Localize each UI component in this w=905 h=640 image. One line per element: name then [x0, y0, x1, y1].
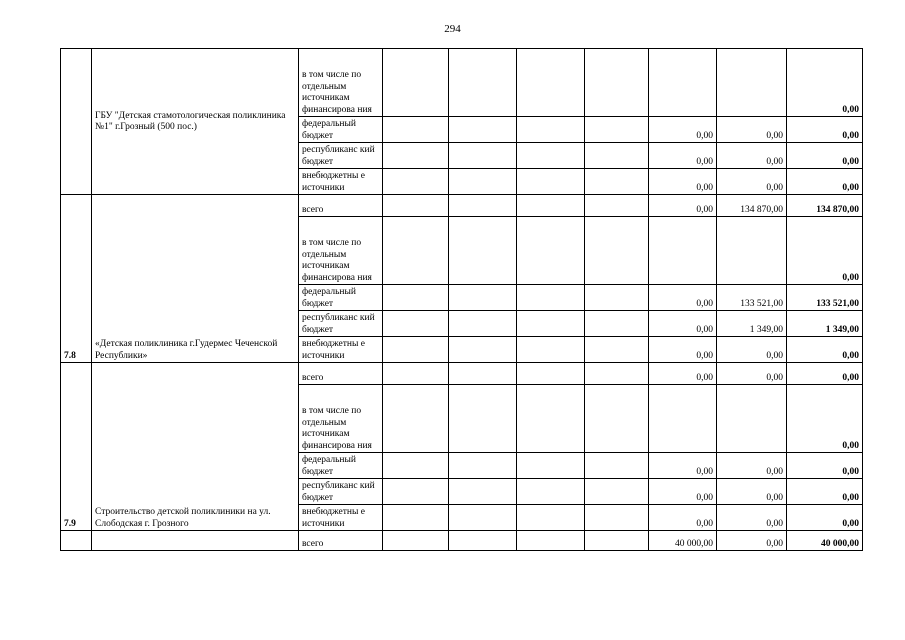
table-row [61, 49, 863, 117]
amount-cell: 0,00 [717, 143, 787, 169]
table-row [61, 363, 863, 385]
amount-cell: 0,00 [649, 363, 717, 385]
amount-cell: 0,00 [717, 505, 787, 531]
funding-source: в том числе по отдельным источникам финансирова ния [299, 217, 383, 285]
amount-cell [717, 49, 787, 117]
amount-cell: 0,00 [649, 195, 717, 217]
amount-cell: 0,00 [649, 143, 717, 169]
total-cell: 0,00 [787, 117, 863, 143]
amount-cell: 133 521,00 [717, 285, 787, 311]
total-cell: 0,00 [787, 385, 863, 453]
amount-cell [649, 49, 717, 117]
funding-source: республиканс кий бюджет [299, 143, 383, 169]
total-cell: 0,00 [787, 505, 863, 531]
funding-source: внебюджетны е источники [299, 505, 383, 531]
total-cell: 0,00 [787, 143, 863, 169]
funding-source: всего [299, 531, 383, 551]
row-number: 7.9 [61, 363, 92, 531]
total-cell: 134 870,00 [787, 195, 863, 217]
funding-source: федеральный бюджет [299, 117, 383, 143]
amount-cell: 0,00 [717, 453, 787, 479]
amount-cell: 0,00 [717, 169, 787, 195]
total-cell: 0,00 [787, 479, 863, 505]
total-cell: 40 000,00 [787, 531, 863, 551]
object-name: ГБУ "Детская стамотологическая поликлиника №1" г.Грозный (500 пос.) [92, 49, 299, 195]
amount-cell [717, 217, 787, 285]
funding-source: в том числе по отдельным источникам финансирова ния [299, 385, 383, 453]
amount-cell: 0,00 [649, 285, 717, 311]
amount-cell: 1 349,00 [717, 311, 787, 337]
total-cell: 0,00 [787, 169, 863, 195]
amount-cell: 0,00 [649, 337, 717, 363]
amount-cell: 40 000,00 [649, 531, 717, 551]
total-cell: 1 349,00 [787, 311, 863, 337]
amount-cell [717, 385, 787, 453]
funding-source: всего [299, 195, 383, 217]
amount-cell: 0,00 [717, 531, 787, 551]
budget-table [60, 48, 863, 551]
row-number [61, 49, 92, 195]
total-cell: 0,00 [787, 363, 863, 385]
total-cell: 0,00 [787, 453, 863, 479]
amount-cell: 0,00 [717, 117, 787, 143]
amount-cell: 134 870,00 [717, 195, 787, 217]
amount-cell: 0,00 [649, 117, 717, 143]
amount-cell: 0,00 [649, 453, 717, 479]
total-cell: 133 521,00 [787, 285, 863, 311]
funding-source: республиканс кий бюджет [299, 479, 383, 505]
total-cell: 0,00 [787, 337, 863, 363]
table-row [61, 531, 863, 551]
funding-source: республиканс кий бюджет [299, 311, 383, 337]
amount-cell: 0,00 [717, 479, 787, 505]
funding-source: федеральный бюджет [299, 453, 383, 479]
amount-cell [649, 217, 717, 285]
funding-source: внебюджетны е источники [299, 337, 383, 363]
funding-source: в том числе по отдельным источникам финансирова ния [299, 49, 383, 117]
amount-cell: 0,00 [649, 479, 717, 505]
table-row [61, 195, 863, 217]
amount-cell: 0,00 [649, 505, 717, 531]
amount-cell [649, 385, 717, 453]
amount-cell: 0,00 [649, 169, 717, 195]
funding-source: внебюджетны е источники [299, 169, 383, 195]
row-number: 7.8 [61, 195, 92, 363]
funding-source: всего [299, 363, 383, 385]
amount-cell: 0,00 [717, 363, 787, 385]
amount-cell: 0,00 [717, 337, 787, 363]
page-number: 294 [444, 23, 461, 35]
total-cell: 0,00 [787, 49, 863, 117]
object-name: Строительство детской поликлиники на ул. Слободская г. Грозного [92, 363, 299, 531]
total-cell: 0,00 [787, 217, 863, 285]
object-name: «Детская поликлиника г.Гудермес Чеченской Республики» [92, 195, 299, 363]
amount-cell: 0,00 [649, 311, 717, 337]
funding-source: федеральный бюджет [299, 285, 383, 311]
